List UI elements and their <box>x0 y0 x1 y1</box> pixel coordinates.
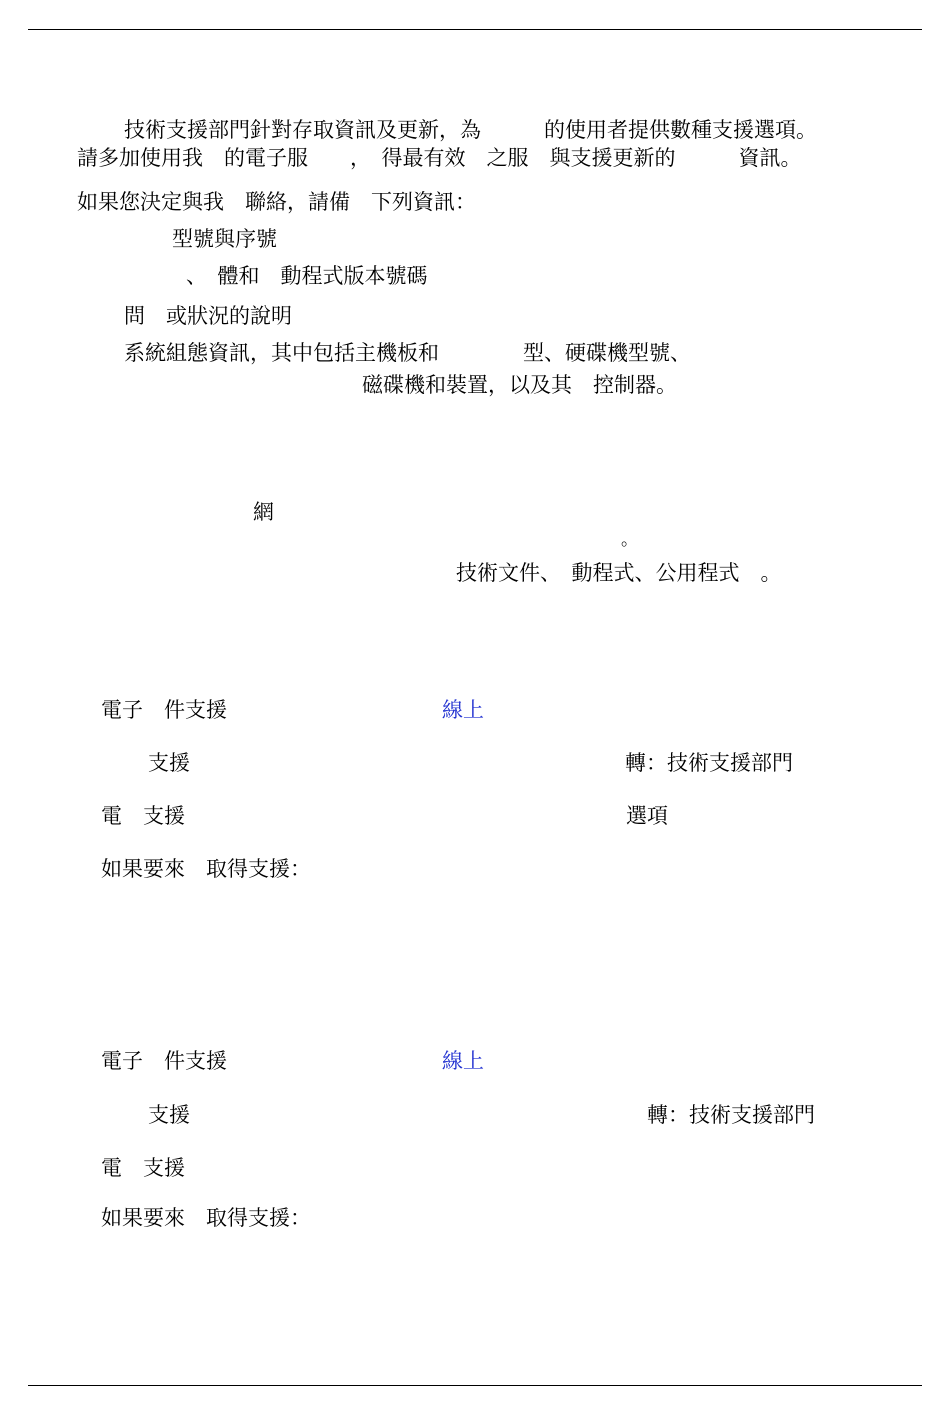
list-item-system-config: 系統組態資訊，其中包括主機板和 型、硬碟機型號、 <box>124 341 691 365</box>
web-downloads: 技術文件、 動程式、公用程式 。 <box>456 561 782 585</box>
section-b-transfer: 轉：技術支援部門 <box>647 1103 815 1127</box>
intro-line-2: 請多加使用我 的電子服 ， 得最有效 之服 與支援更新的 資訊。 <box>77 146 802 170</box>
section-a-phone-support: 電 支援 <box>101 804 185 828</box>
web-dot: 。 <box>621 530 638 550</box>
section-a-email-support: 電子 件支援 <box>101 698 227 722</box>
section-a-online-link[interactable]: 線上 <box>442 698 484 722</box>
section-b-phone-support: 電 支援 <box>101 1156 185 1180</box>
section-b-how-to: 如果要來 取得支援： <box>101 1206 311 1230</box>
section-a-transfer: 轉：技術支援部門 <box>625 751 793 775</box>
bottom-rule <box>28 1385 922 1386</box>
section-a-options: 選項 <box>626 804 668 828</box>
section-b-support: 支援 <box>148 1103 190 1127</box>
intro-line-1: 技術支援部門針對存取資訊及更新，為 的使用者提供數種支援選項。 <box>124 118 817 142</box>
list-item-model-serial: 型號與序號 <box>172 227 277 251</box>
section-a-support: 支援 <box>148 751 190 775</box>
list-item-versions: 、 體和 動程式版本號碼 <box>186 264 428 288</box>
section-b-email-support: 電子 件支援 <box>101 1049 227 1073</box>
section-b-online-link[interactable]: 線上 <box>442 1049 484 1073</box>
section-a-how-to: 如果要來 取得支援： <box>101 857 311 881</box>
web-label: 網 <box>253 500 274 524</box>
top-rule <box>28 29 922 30</box>
list-item-problem-description: 問 或狀況的說明 <box>124 304 292 328</box>
list-item-system-config-cont: 磁碟機和裝置，以及其 控制器。 <box>362 373 677 397</box>
contact-heading: 如果您決定與我 聯絡，請備 下列資訊： <box>77 190 476 214</box>
